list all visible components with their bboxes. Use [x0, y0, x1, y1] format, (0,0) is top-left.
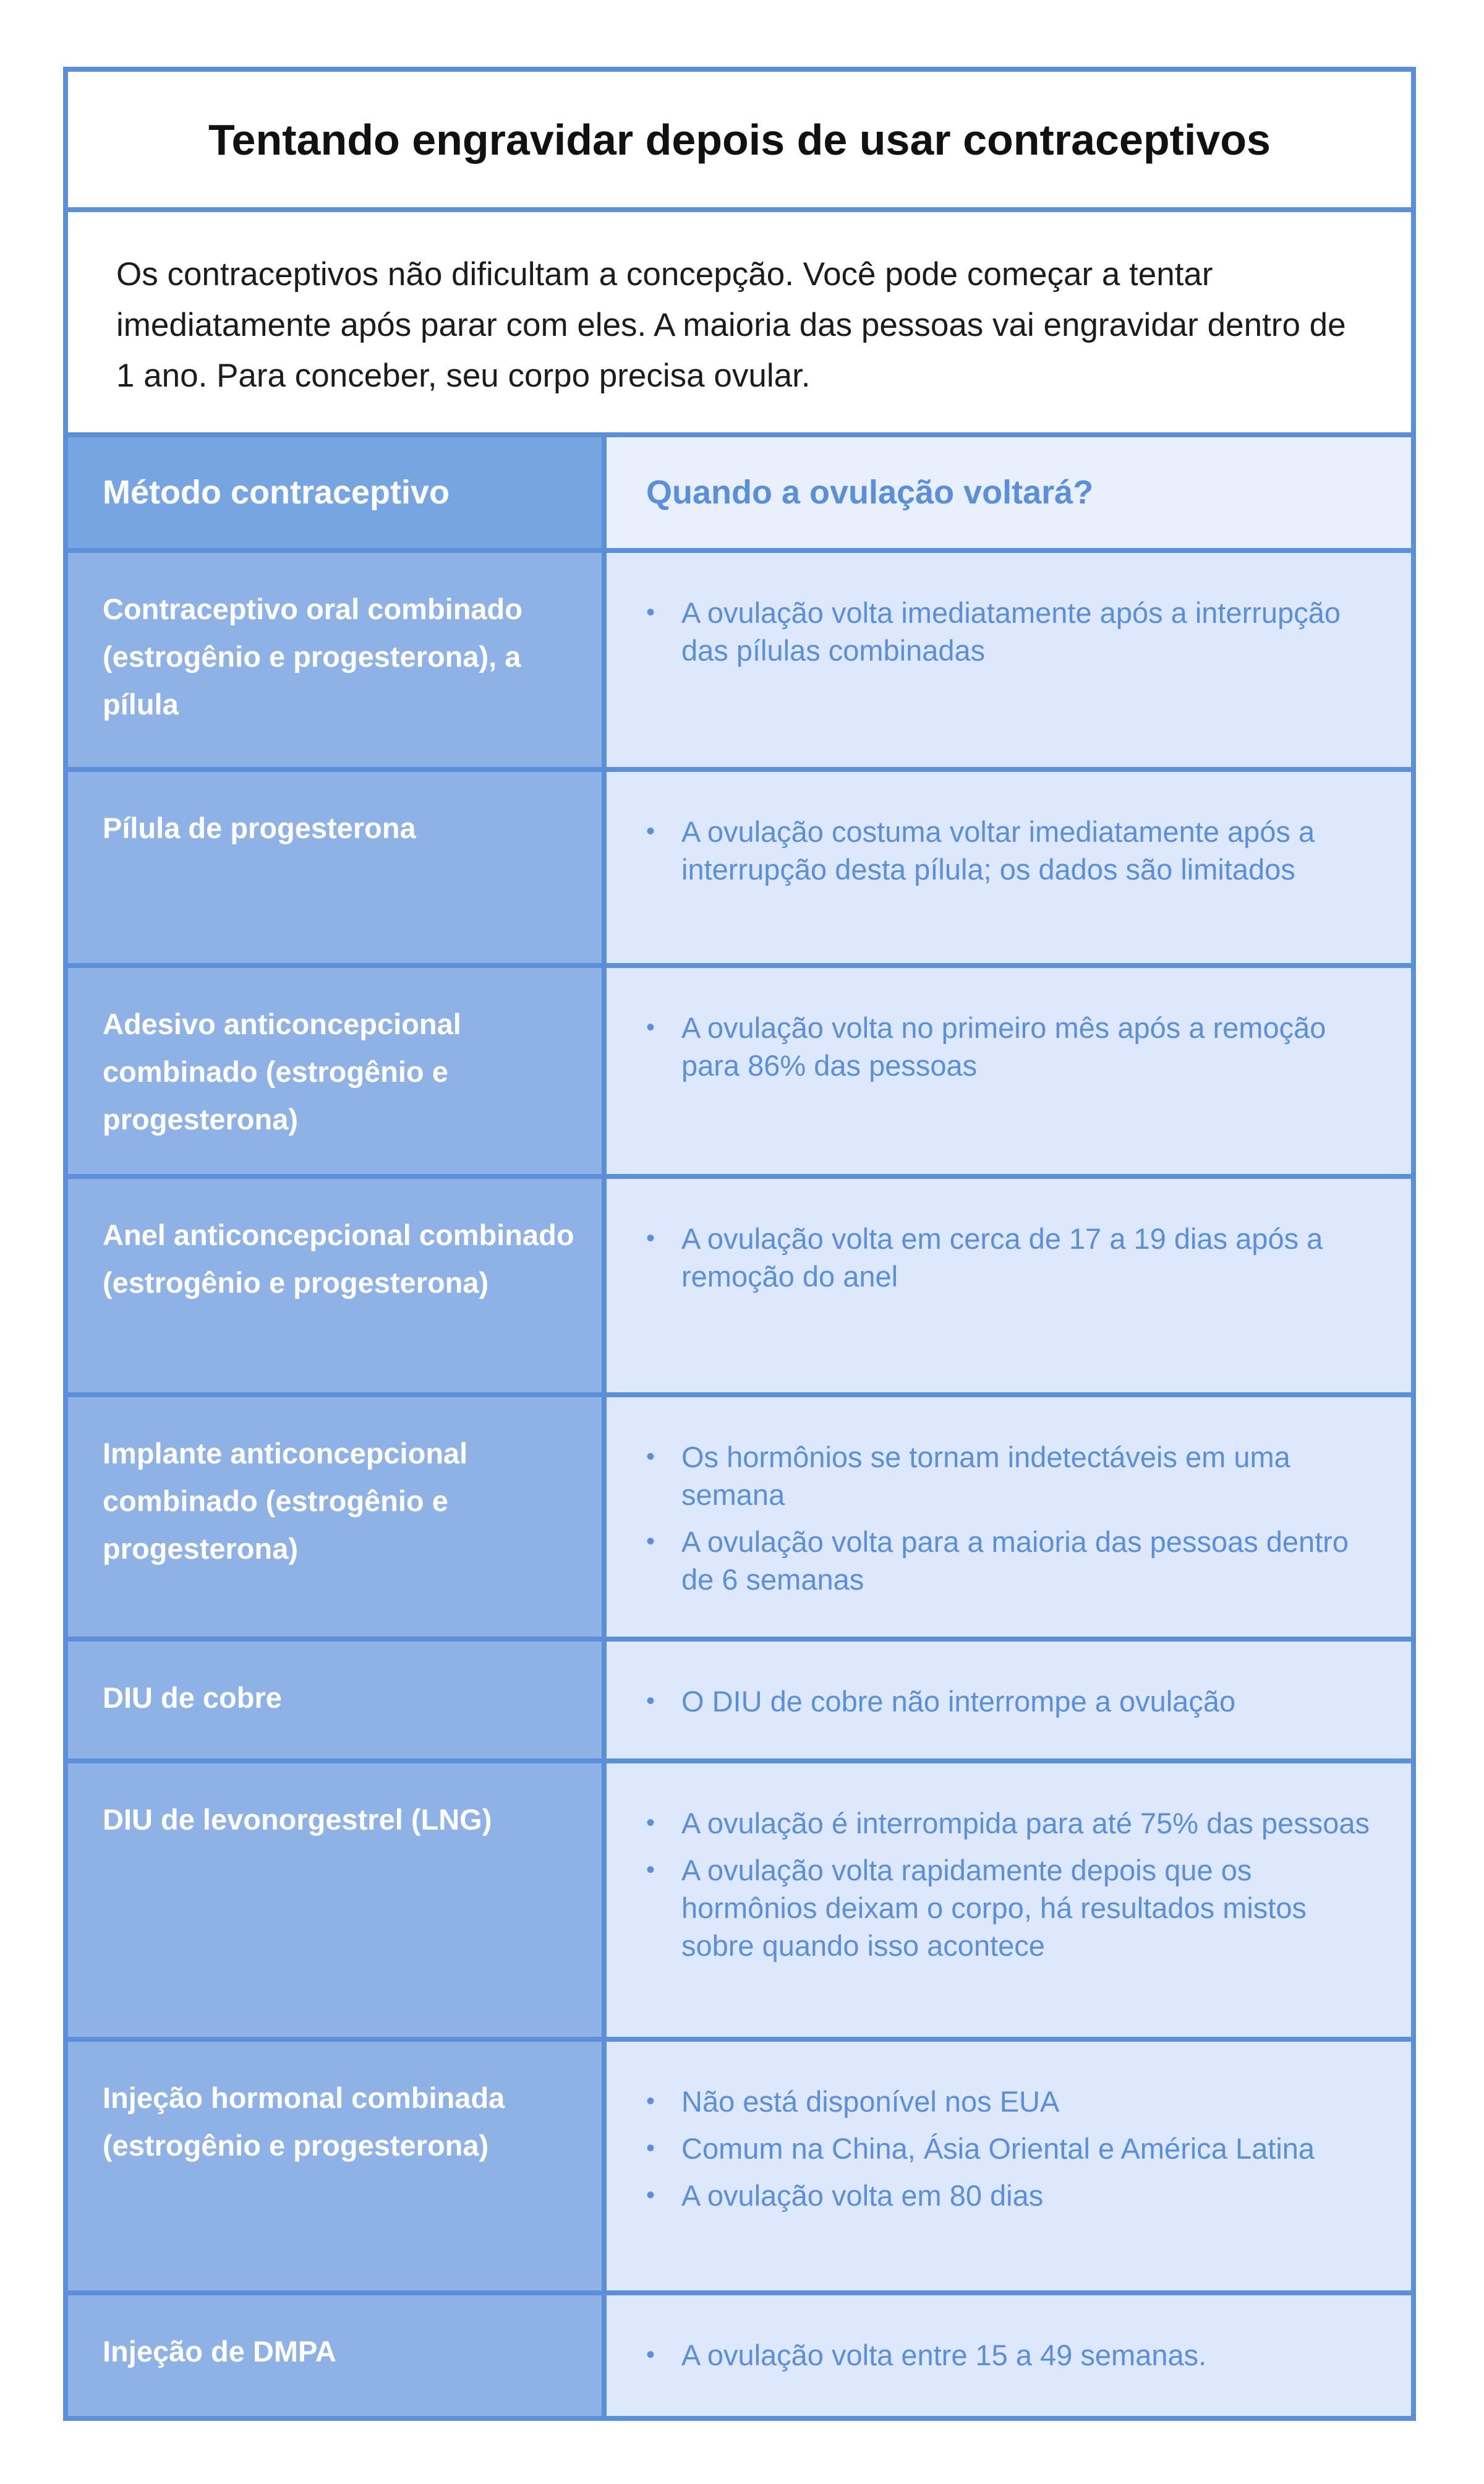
notes-list [646, 1009, 1386, 1084]
note-item: • A ovulação volta rapidamente depois que os hormônios deixam o corpo, há resultados mistos sobre quando isso acontece [646, 1851, 1386, 1964]
note-item: • A ovulação é interrompida para até 75% das pessoas [646, 1804, 1386, 1842]
table-row [68, 772, 1411, 968]
method-cell: Adesivo anticoncepcional combinado (estrogênio e progesterona) [68, 968, 607, 1174]
intro-paragraph: Os contraceptivos não dificultam a concepção. Você pode começar a tentar imediatamente após parar com eles. A maioria das pessoas vai engravidar dentro de 1 ano. Para conceber, seu corpo precisa ovular. [68, 212, 1411, 437]
method-cell: Anel anticoncepcional combinado (estrogênio e progesterona) [68, 1179, 607, 1392]
table-row [68, 968, 1411, 1179]
table-row [68, 2295, 1411, 2416]
method-cell: Pílula de progesterona [68, 772, 607, 963]
notes-cell [607, 553, 1411, 767]
table-row [68, 1397, 1411, 1642]
note-item: • A ovulação volta em 80 dias [646, 2177, 1386, 2214]
notes-cell [607, 1763, 1411, 2037]
table-row [68, 1642, 1411, 1763]
note-item: • Não está disponível nos EUA [646, 2083, 1386, 2120]
header-method: Método contraceptivo [68, 437, 607, 548]
note-item: • A ovulação volta entre 15 a 49 semanas. [646, 2336, 1386, 2374]
method-cell: Contraceptivo oral combinado (estrogênio e progesterona), a pílula [68, 553, 607, 767]
notes-list [646, 1682, 1386, 1720]
method-cell: DIU de cobre [68, 1642, 607, 1758]
contraception-table-card [63, 67, 1416, 2421]
notes-cell [607, 1179, 1411, 1392]
note-item: • A ovulação volta em cerca de 17 a 19 dias após a remoção do anel [646, 1220, 1386, 1295]
note-item: • Os hormônios se tornam indetectáveis em uma semana [646, 1438, 1386, 1514]
notes-cell [607, 1642, 1411, 1758]
header-ovulation: Quando a ovulação voltará? [607, 437, 1411, 548]
table-row [68, 553, 1411, 772]
note-item: • A ovulação volta imediatamente após a interrupção das pílulas combinadas [646, 594, 1386, 669]
method-cell: DIU de levonorgestrel (LNG) [68, 1763, 607, 2037]
note-item: • A ovulação volta no primeiro mês após a remoção para 86% das pessoas [646, 1009, 1386, 1084]
table-row [68, 1763, 1411, 2042]
notes-list [646, 1804, 1386, 1964]
notes-cell [607, 2295, 1411, 2416]
method-cell: Injeção de DMPA [68, 2295, 607, 2416]
notes-list [646, 594, 1386, 669]
table-row [68, 2042, 1411, 2295]
notes-cell [607, 968, 1411, 1174]
notes-list [646, 2336, 1386, 2374]
notes-cell [607, 772, 1411, 963]
page-title: Tentando engravidar depois de usar contraceptivos [68, 72, 1411, 212]
method-cell: Implante anticoncepcional combinado (estrogênio e progesterona) [68, 1397, 607, 1637]
note-item: • Comum na China, Ásia Oriental e América Latina [646, 2130, 1386, 2167]
notes-cell [607, 2042, 1411, 2290]
notes-list [646, 813, 1386, 888]
table-header [68, 437, 1411, 553]
note-item: • A ovulação costuma voltar imediatamente após a interrupção desta pílula; os dados são limitados [646, 813, 1386, 888]
table-row [68, 1179, 1411, 1397]
notes-cell [607, 1397, 1411, 1637]
notes-list [646, 2083, 1386, 2214]
notes-list [646, 1438, 1386, 1598]
method-cell: Injeção hormonal combinada (estrogênio e progesterona) [68, 2042, 607, 2290]
note-item: • O DIU de cobre não interrompe a ovulação [646, 1682, 1386, 1720]
note-item: • A ovulação volta para a maioria das pessoas dentro de 6 semanas [646, 1523, 1386, 1598]
notes-list [646, 1220, 1386, 1295]
